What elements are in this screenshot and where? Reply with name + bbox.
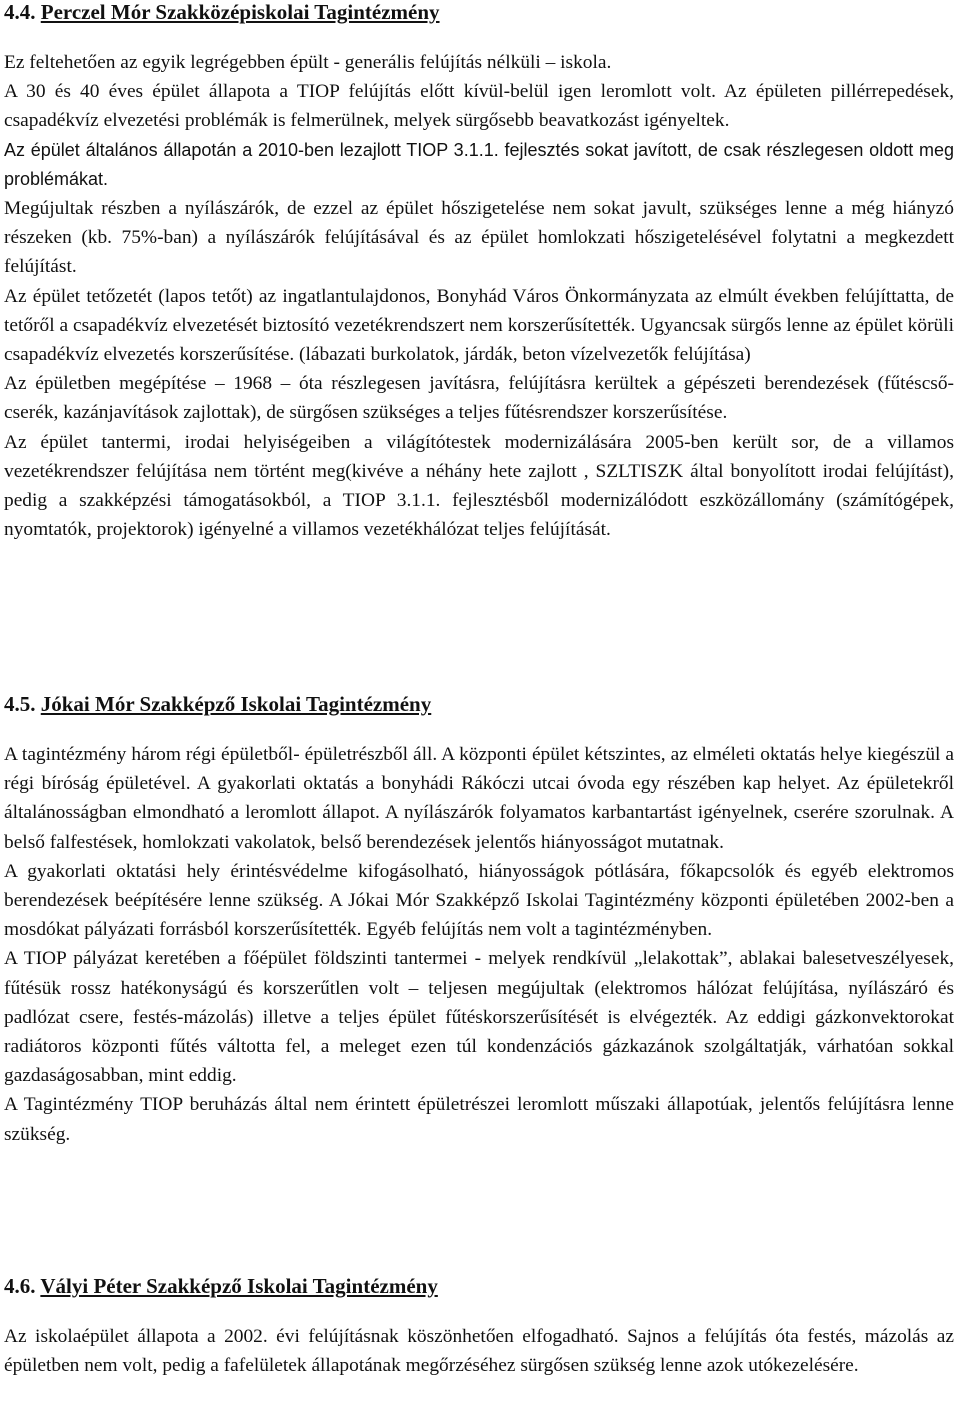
paragraph: A TIOP pályázat keretében a főépület földszinti tantermei - melyek rendkívül „lelakottak”, ablakai balesetveszélyesek, fűtésük rossz hatékonyságú és korszerűtlen volt – teljesen megújultak (elektromos hálózat felújítása, nyílászáró és padlózat csere, festés-mázolás) illetve a teljes épület fűtéskorszerűsítését is elvégezték. Az eddigi gázkonvektorokat radiátoros központi fűtés váltotta fel, a meleget ezen túl kondenzációs gázkazánok szolgáltatják, várhatóan sokkal gazdaságosabban, mint eddig.	[4, 948, 954, 1087]
paragraph: Ez feltehetően az egyik legrégebben épült - generális felújítás nélküli – iskola.	[4, 52, 612, 73]
section-4-4	[4, 0, 954, 544]
paragraph: Az épület tantermi, irodai helyiségeiben a világítótestek modernizálására 2005-ben került sor, de a villamos vezetékrendszer felújítása nem történt meg(kivéve a néhány hete zajlott , SZLTISZK által bonyolított irodai felújítást), pedig a szakképzési támogatásokból, a TIOP 3.1.1. fejlesztésből modernizálódott eszközállomány (számítógépek, nyomtatók, projektorok) igényelné a villamos vezetékhálózat teljes felújítását.	[4, 431, 954, 541]
section-body	[4, 1322, 954, 1380]
paragraph: Az épület tetőzetét (lapos tetőt) az ingatlantulajdonos, Bonyhád Város Önkormányzata az elmúlt években felújíttatta, de tetőről a csapadékvíz elvezetését biztosító vezetékrendszert nem korszerűsítették. Ugyancsak sürgős lenne az épület körüli csapadékvíz elvezetés korszerűsítése. (lábazati burkolatok, járdák, beton vízelvezetők felújítása)	[4, 285, 954, 366]
section-4-5	[4, 690, 954, 1149]
paragraph: A tagintézmény három régi épületből- épületrészből áll. A központi épület kétszintes, az elméleti oktatás helye kiegészül a régi bíróság épületével. A gyakorlati oktatás a bonyhádi Rákóczi utcai óvoda egy részében kap helyet. Az épületekről általánosságban elmondható a leromlott állapot. A nyílászárók folyamatos karbantartást igényelnek, cserére szorulnak. A belső falfestések, homlokzati vakolatok, belső berendezések jelentős hiányosságot mutatnak.	[4, 744, 954, 853]
section-heading	[4, 1272, 954, 1300]
paragraph: Az iskolaépület állapota a 2002. évi felújításnak köszönhetően elfogadható. Sajnos a felújítás óta festés, mázolás az épületben nem volt, pedig a fafelületek állapotának megőrzéséhez sürgősen szükség lenne azok utókezelésére.	[4, 1326, 954, 1377]
section-title: Vályi Péter Szakképző Iskolai Tagintézmény	[40, 1274, 438, 1298]
paragraph: A 30 és 40 éves épület állapota a TIOP felújítás előtt kívül-belül igen leromlott volt. Az épületen pillérrepedések, csapadékvíz elvezetési problémák is felmerülnek, melyek sürgősebb beavatkozást igényeltek.	[4, 81, 954, 132]
section-number: 4.6.	[4, 1274, 36, 1298]
section-4-6	[4, 1272, 954, 1380]
section-heading	[4, 0, 954, 26]
paragraph: A gyakorlati oktatási hely érintésvédelme kifogásolható, hiányosságok pótlására, főkapcsolók és egyéb elektromos berendezések beépítésére lenne szükség. A Jókai Mór Szakképző Iskolai Tagintézmény központi épületében 2002-ben a mosdókat pályázati forrásból korszerűsítették. Egyéb felújítás nem volt a tagintézményben.	[4, 860, 954, 941]
section-body	[4, 48, 954, 544]
section-title: Perczel Mór Szakközépiskolai Tagintézmény	[40, 0, 440, 24]
paragraph: Az épület általános állapotán a 2010-ben lezajlott TIOP 3.1.1. fejlesztés sokat javított, de csak részlegesen oldott meg problémákat.	[4, 139, 954, 189]
paragraph: A Tagintézmény TIOP beruházás által nem érintett épületrészei leromlott műszaki állapotúak, jelentős felújításra lenne szükség.	[4, 1094, 954, 1145]
section-title: Jókai Mór Szakképző Iskolai Tagintézmény	[40, 692, 432, 716]
section-body	[4, 740, 954, 1149]
paragraph: Megújultak részben a nyílászárók, de ezzel az épület hőszigetelése nem sokat javult, szükséges lenne a még hiányzó részeken (kb. 75%-ban) a nyílászárók felújításával és az épület homlokzati hőszigetelésével folytatni a megkezdett felújítást.	[4, 198, 954, 278]
section-heading	[4, 690, 954, 718]
paragraph: Az épületben megépítése – 1968 – óta részlegesen javításra, felújításra kerültek a gépészeti berendezések (fűtéscső-cserék, kazánjavítások zajlottak), de sürgősen szükséges a teljes fűtésrendszer korszerűsítése.	[4, 373, 954, 424]
section-number: 4.5.	[4, 692, 36, 716]
section-number: 4.4.	[4, 0, 36, 24]
